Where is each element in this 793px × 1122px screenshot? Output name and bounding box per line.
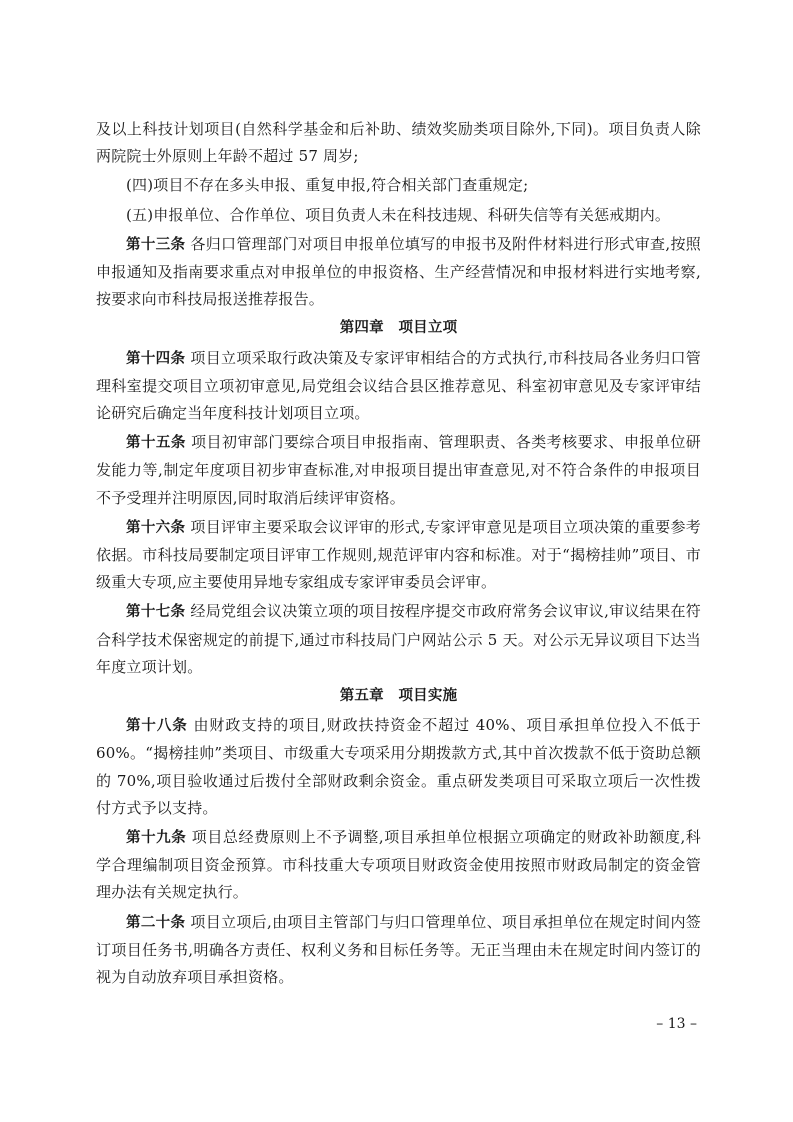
article-number: 第十八条 (126, 718, 188, 735)
paragraph-continuation (96, 116, 701, 170)
article-14 (96, 345, 701, 428)
article-number: 第十五条 (126, 435, 186, 452)
article-text: 项目初审部门要综合项目申报指南、管理职责、各类考核要求、申报单位研发能力等,制定年度项目初步审查标准,对申报项目提出审查意见,对不符合条件的申报项目不予受理并注明原因,同时取消后续评审资格。 (96, 433, 701, 507)
chapter-heading-5: 第五章 项目实施 (339, 688, 458, 705)
article-number: 第十四条 (126, 350, 186, 367)
article-number: 第十九条 (126, 830, 187, 847)
article-text: 经局党组会议决策立项的项目按程序提交市政府常务会议审议,审议结果在符合科学技术保密规定的前提下,通过市科技局门户网站公示 5 天。对公示无异议项目下达当年度立项计划。 (96, 602, 701, 676)
chapter-heading-4: 第四章 项目立项 (339, 320, 458, 337)
article-text: 项目立项采取行政决策及专家评审相结合的方式执行,市科技局各业务归口管理科室提交项目立项初审意见,局党组会议结合县区推荐意见、科室初审意见及专家评审结论研究后确定当年度科技计划项目立项。 (96, 348, 701, 423)
article-number: 第十三条 (126, 236, 186, 253)
article-text: 由财政支持的项目,财政扶持资金不超过 40%、项目承担单位投入不低于 60%。“揭榜挂帅”类项目、市级重大专项采用分期拨款方式,其中首次拨款不低于资助总额的 70%,项目验收通过后拨付全部财政剩余资金。重点研发类项目可采取立项后一次性拨付方式予以支持。 (96, 716, 701, 817)
article-text: 各归口管理部门对项目申报单位填写的申报书及附件材料进行形式审查,按照申报通知及指南要求重点对申报单位的申报资格、生产经营情况和申报材料进行实地考察,按要求向市科技局报送推荐报告。 (96, 234, 701, 309)
article-19 (96, 824, 701, 907)
article-16 (96, 514, 701, 597)
article-text: 项目立项后,由项目主管部门与归口管理单位、项目承担单位在规定时间内签订项目任务书,明确各方责任、权利义务和目标任务等。无正当理由未在规定时间内签订的视为自动放弃项目承担资格。 (96, 912, 701, 987)
article-number: 第十七条 (126, 604, 186, 621)
page-number: – 13 – (656, 1016, 697, 1032)
article-17 (96, 598, 701, 681)
article-text: 项目评审主要采取会议评审的形式,专家评审意见是项目立项决策的重要参考依据。市科技局要制定项目评审工作规则,规范评审内容和标准。对于“揭榜挂帅”项目、市级重大专项,应主要使用异地专家组成专家评审委员会评审。 (96, 517, 701, 592)
article-13 (96, 231, 701, 314)
article-number: 第二十条 (126, 914, 186, 931)
article-text: 项目总经费原则上不予调整,项目承担单位根据立项确定的财政补助额度,科学合理编制项目资金预算。市科技重大专项项目财政资金使用按照市财政局制定的资金管理办法有关规定执行。 (96, 828, 702, 902)
article-20 (96, 909, 701, 992)
article-number: 第十六条 (126, 519, 186, 536)
paragraph-text: (四)项目不存在多头申报、重复申报,符合相关部门查重规定; (126, 176, 529, 195)
paragraph-text: 及以上科技计划项目(自然科学基金和后补助、绩效奖励类项目除外,下同)。项目负责人除两院院士外原则上年龄不超过 57 周岁; (96, 120, 701, 166)
paragraph-text: (五)申报单位、合作单位、项目负责人未在科技违规、科研失信等有关惩戒期内。 (126, 205, 671, 224)
article-18 (96, 712, 701, 822)
document-body (96, 116, 701, 993)
paragraph-item-4 (96, 172, 701, 199)
paragraph-item-5 (96, 202, 701, 229)
article-15 (96, 429, 701, 512)
